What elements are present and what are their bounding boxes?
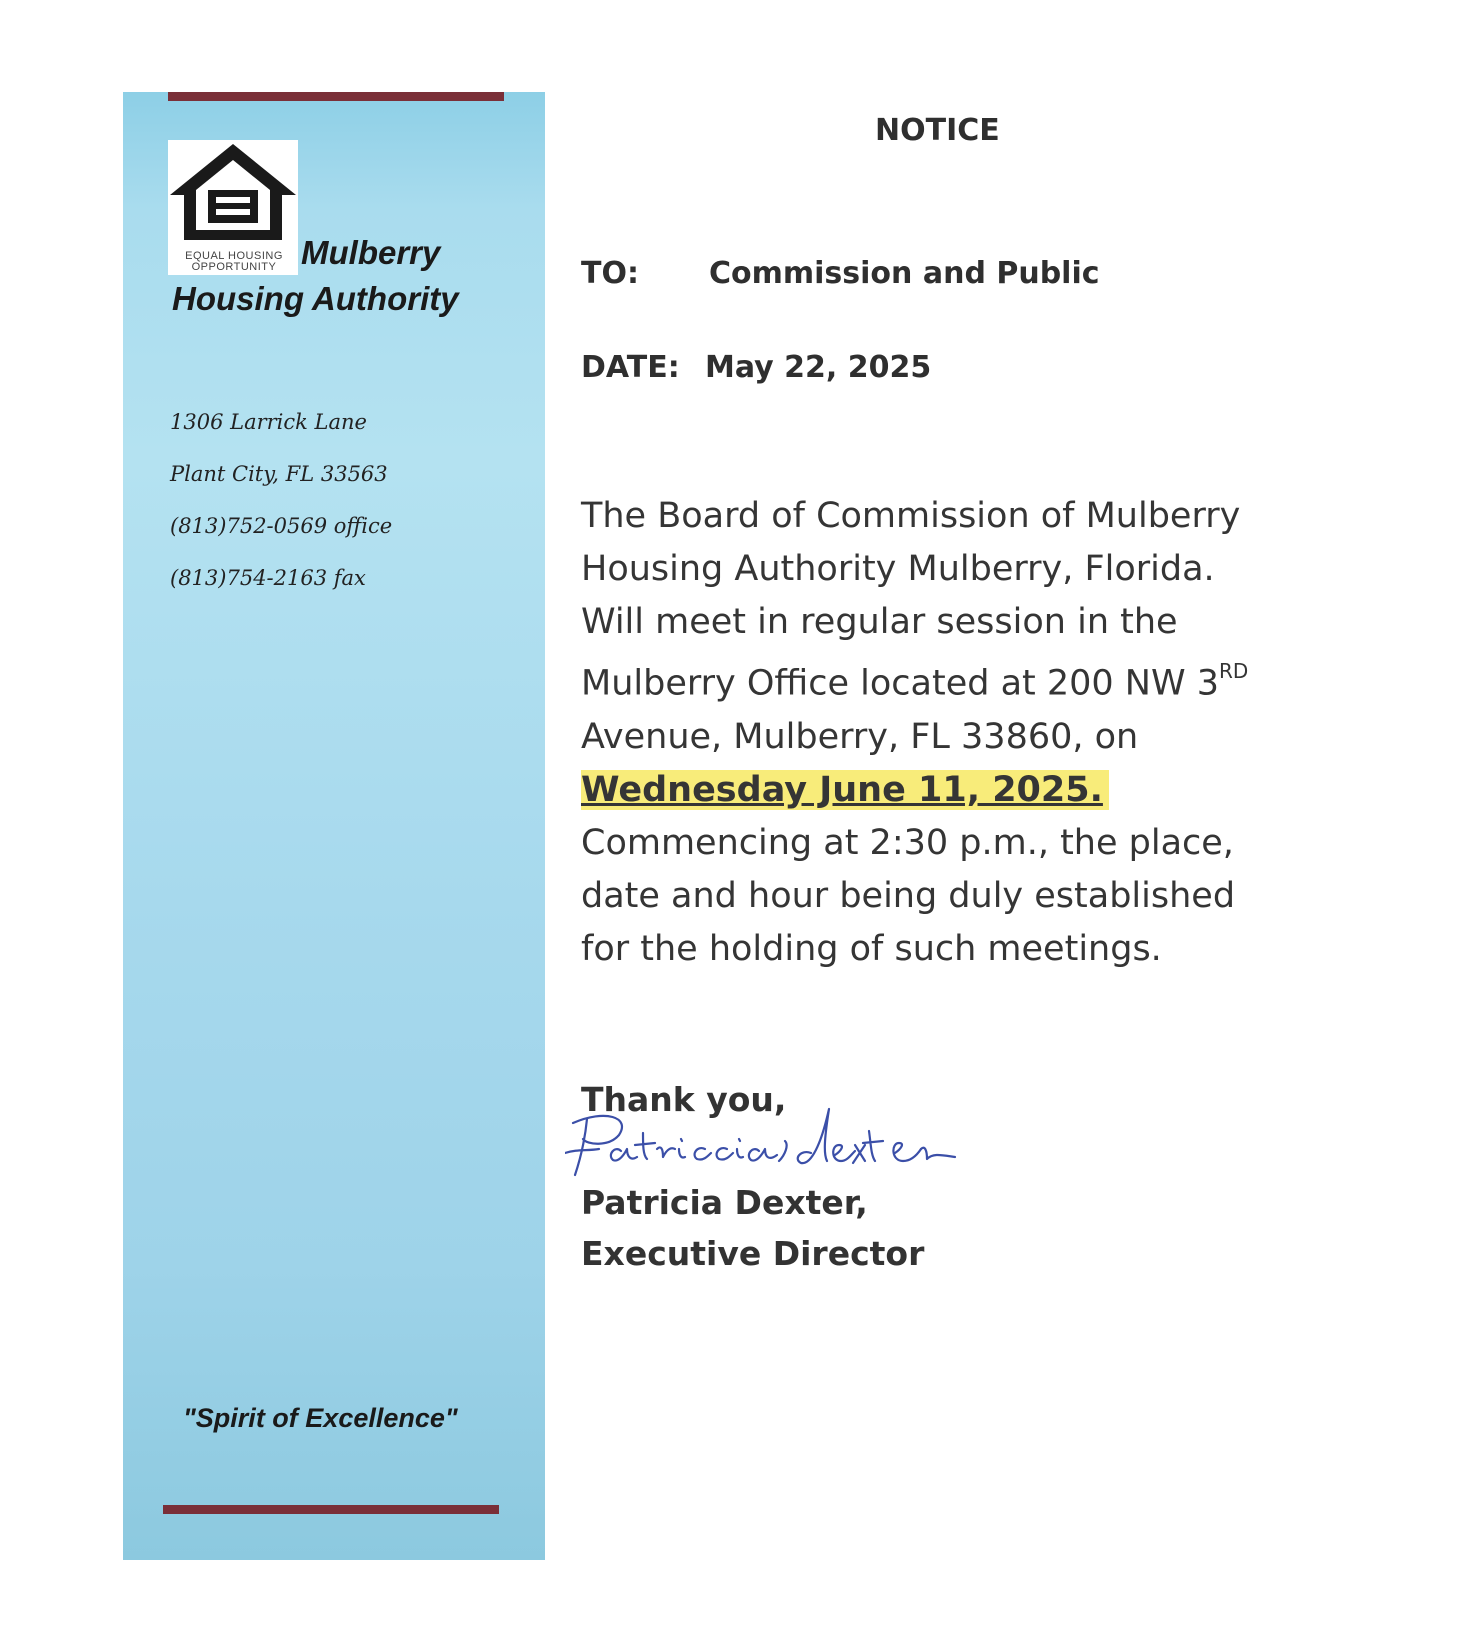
top-rule bbox=[168, 92, 504, 101]
body-line: Housing Authority Mulberry, Florida. bbox=[581, 549, 1215, 589]
body-line: Will meet in regular session in the bbox=[581, 602, 1178, 642]
logo-caption-line1: EQUAL HOUSING bbox=[185, 250, 283, 262]
to-label: TO: bbox=[581, 256, 639, 291]
body-line bbox=[581, 649, 1341, 711]
address-city: Plant City, FL 33563 bbox=[170, 462, 388, 486]
meeting-date: Wednesday June 11, 2025. bbox=[581, 770, 1109, 810]
notice-title: NOTICE bbox=[875, 113, 1000, 148]
body-line: The Board of Commission of Mulberry bbox=[581, 496, 1241, 536]
body-line: Commencing at 2:30 p.m., the place, bbox=[581, 822, 1234, 863]
body-line-text: Mulberry Office located at 200 NW 3 bbox=[581, 663, 1219, 704]
body-line: for the holding of such meetings. bbox=[581, 928, 1162, 969]
date-label: DATE: bbox=[581, 350, 680, 385]
equal-housing-logo bbox=[168, 140, 298, 275]
date-value: May 22, 2025 bbox=[705, 350, 932, 385]
body-line bbox=[581, 764, 1341, 817]
address-street: 1306 Larrick Lane bbox=[170, 410, 367, 434]
org-name-line1: Mulberry bbox=[301, 234, 441, 271]
notice-body bbox=[581, 490, 1341, 976]
signature bbox=[565, 1105, 985, 1180]
motto: "Spirit of Excellence" bbox=[183, 1403, 458, 1433]
to-value: Commission and Public bbox=[709, 256, 1100, 291]
logo-caption-line2: OPPORTUNITY bbox=[191, 261, 277, 273]
signer-name: Patricia Dexter, bbox=[581, 1183, 868, 1222]
salutation: Thank you, bbox=[581, 1080, 787, 1119]
ordinal-superscript: RD bbox=[1218, 659, 1249, 683]
letterhead-sidebar bbox=[123, 92, 545, 1560]
org-name-line2: Housing Authority bbox=[172, 280, 459, 317]
bottom-rule bbox=[163, 1505, 499, 1514]
phone-office: (813)752-0569 office bbox=[170, 514, 393, 538]
phone-fax: (813)754-2163 fax bbox=[170, 566, 366, 590]
body-line: Avenue, Mulberry, FL 33860, on bbox=[581, 716, 1139, 757]
body-line: date and hour being duly established bbox=[581, 875, 1236, 916]
signer-title: Executive Director bbox=[581, 1234, 925, 1273]
